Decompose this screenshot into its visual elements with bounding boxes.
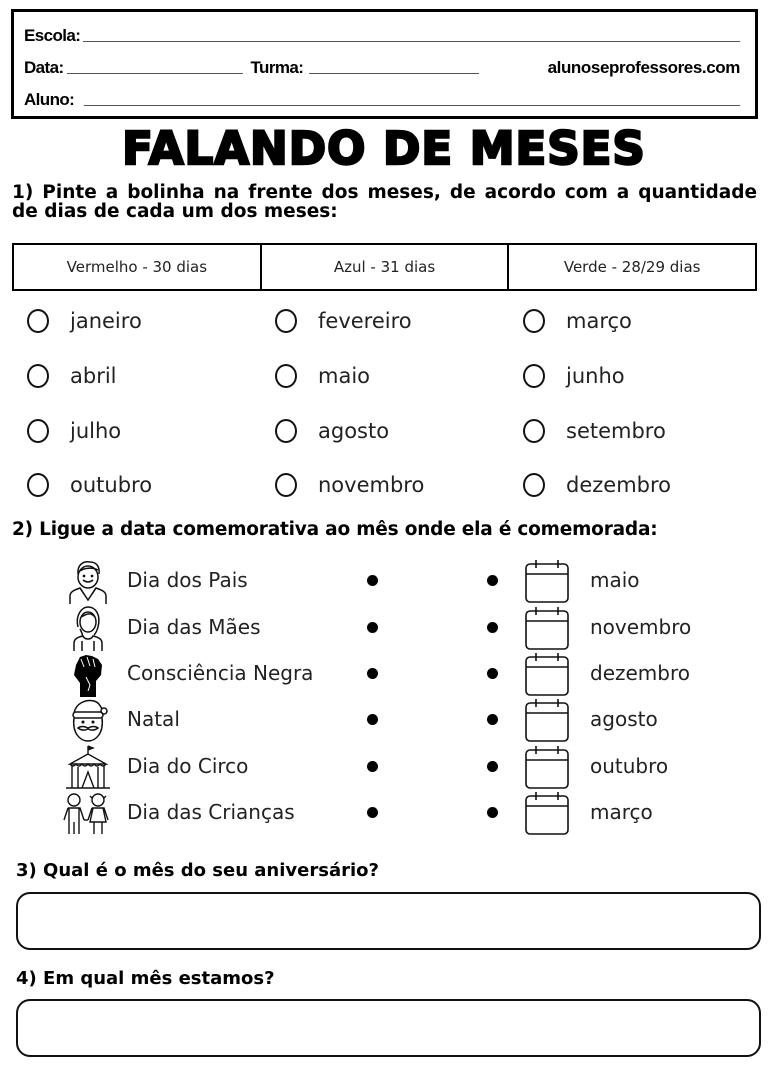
right-label: outubro <box>590 754 669 778</box>
paint-circle[interactable] <box>27 364 49 388</box>
month-item-setembro[interactable] <box>523 418 666 444</box>
match-row <box>0 697 768 743</box>
student-label: Aluno: <box>24 90 75 109</box>
website-text: alunoseprofessores.com <box>547 58 740 77</box>
month-label: março <box>566 309 632 333</box>
match-row <box>0 558 768 604</box>
connect-dot-right[interactable] <box>487 714 498 725</box>
mother-icon <box>64 605 112 651</box>
class-label: Turma: <box>250 58 304 77</box>
connect-dot-left[interactable] <box>367 668 378 679</box>
month-item-marco[interactable] <box>523 308 632 334</box>
connect-dot-right[interactable] <box>487 622 498 633</box>
paint-circle[interactable] <box>275 419 297 443</box>
right-label: dezembro <box>590 661 690 685</box>
right-label: março <box>590 800 653 824</box>
connect-dot-left[interactable] <box>367 575 378 586</box>
paint-circle[interactable] <box>275 309 297 333</box>
month-item-agosto[interactable] <box>275 418 389 444</box>
legend-red-30: Vermelho - 30 dias <box>14 245 262 289</box>
month-label: fevereiro <box>318 309 412 333</box>
class-field[interactable] <box>309 73 479 74</box>
student-row <box>24 90 740 110</box>
question-2-text: 2) Ligue a data comemorativa ao mês onde ela é comemorada: <box>12 519 658 540</box>
match-row <box>0 651 768 697</box>
answer-4-box[interactable] <box>16 999 761 1057</box>
date-field[interactable] <box>67 73 243 74</box>
school-row <box>24 26 740 46</box>
paint-circle[interactable] <box>523 419 545 443</box>
calendar-icon <box>524 790 570 836</box>
circus-tent-icon <box>64 744 112 790</box>
connect-dot-right[interactable] <box>487 807 498 818</box>
school-field[interactable] <box>83 41 740 42</box>
month-item-dezembro[interactable] <box>523 472 671 498</box>
connect-dot-right[interactable] <box>487 761 498 772</box>
paint-circle[interactable] <box>523 473 545 497</box>
question-4-text: 4) Em qual mês estamos? <box>16 968 275 989</box>
match-row <box>0 790 768 836</box>
page-title: FALANDO DE MESES <box>122 122 646 175</box>
month-label: setembro <box>566 419 666 443</box>
match-row <box>0 744 768 790</box>
left-label: Dia das Mães <box>127 615 261 639</box>
month-item-abril[interactable] <box>27 363 117 389</box>
month-item-junho[interactable] <box>523 363 625 389</box>
month-item-julho[interactable] <box>27 418 121 444</box>
calendar-icon <box>524 605 570 651</box>
student-field[interactable] <box>84 105 740 106</box>
answer-3-box[interactable] <box>16 892 761 950</box>
legend-green-28-29: Verde - 28/29 dias <box>563 258 701 276</box>
connect-dot-left[interactable] <box>367 622 378 633</box>
paint-circle[interactable] <box>523 364 545 388</box>
month-label: agosto <box>318 419 390 443</box>
children-icon <box>58 790 114 836</box>
month-item-fevereiro[interactable] <box>275 308 412 334</box>
calendar-icon <box>524 744 570 790</box>
paint-circle[interactable] <box>275 473 297 497</box>
paint-circle[interactable] <box>275 364 297 388</box>
left-label: Consciência Negra <box>127 661 314 685</box>
month-label: janeiro <box>70 309 142 333</box>
right-label: novembro <box>590 615 692 639</box>
paint-circle[interactable] <box>523 309 545 333</box>
school-label: Escola: <box>24 26 81 45</box>
connect-dot-left[interactable] <box>367 807 378 818</box>
match-row <box>0 605 768 651</box>
paint-circle[interactable] <box>27 419 49 443</box>
connect-dot-left[interactable] <box>367 714 378 725</box>
left-label: Dia das Crianças <box>127 800 295 824</box>
month-label: abril <box>70 364 117 388</box>
paint-circle[interactable] <box>27 473 49 497</box>
father-icon <box>64 558 112 604</box>
raised-fist-icon <box>64 651 112 697</box>
left-label: Natal <box>127 707 180 731</box>
month-label: maio <box>318 364 371 388</box>
santa-claus-icon <box>64 697 112 743</box>
question-3-text: 3) Qual é o mês do seu aniversário? <box>16 860 379 881</box>
month-label: outubro <box>70 473 153 497</box>
date-label: Data: <box>24 58 64 77</box>
month-item-janeiro[interactable] <box>27 308 142 334</box>
color-legend-table <box>12 243 757 291</box>
left-label: Dia do Circo <box>127 754 249 778</box>
question-1-text: 1) Pinte a bolinha na frente dos meses, de acordo com a quantidade de dias de cada um dos meses: <box>12 182 757 222</box>
right-label: agosto <box>590 707 658 731</box>
month-label: junho <box>566 364 625 388</box>
paint-circle[interactable] <box>27 309 49 333</box>
student-info-header <box>11 9 758 119</box>
calendar-icon <box>524 558 570 604</box>
connect-dot-right[interactable] <box>487 668 498 679</box>
month-item-outubro[interactable] <box>27 472 152 498</box>
month-item-maio[interactable] <box>275 363 370 389</box>
connect-dot-right[interactable] <box>487 575 498 586</box>
calendar-icon <box>524 651 570 697</box>
calendar-icon <box>524 697 570 743</box>
left-label: Dia dos Pais <box>127 568 248 592</box>
month-label: dezembro <box>566 473 671 497</box>
right-label: maio <box>590 568 640 592</box>
connect-dot-left[interactable] <box>367 761 378 772</box>
month-label: novembro <box>318 473 425 497</box>
month-item-novembro[interactable] <box>275 472 424 498</box>
date-class-row <box>24 58 740 78</box>
legend-blue-31: Azul - 31 dias <box>262 245 510 289</box>
month-label: julho <box>70 419 122 443</box>
